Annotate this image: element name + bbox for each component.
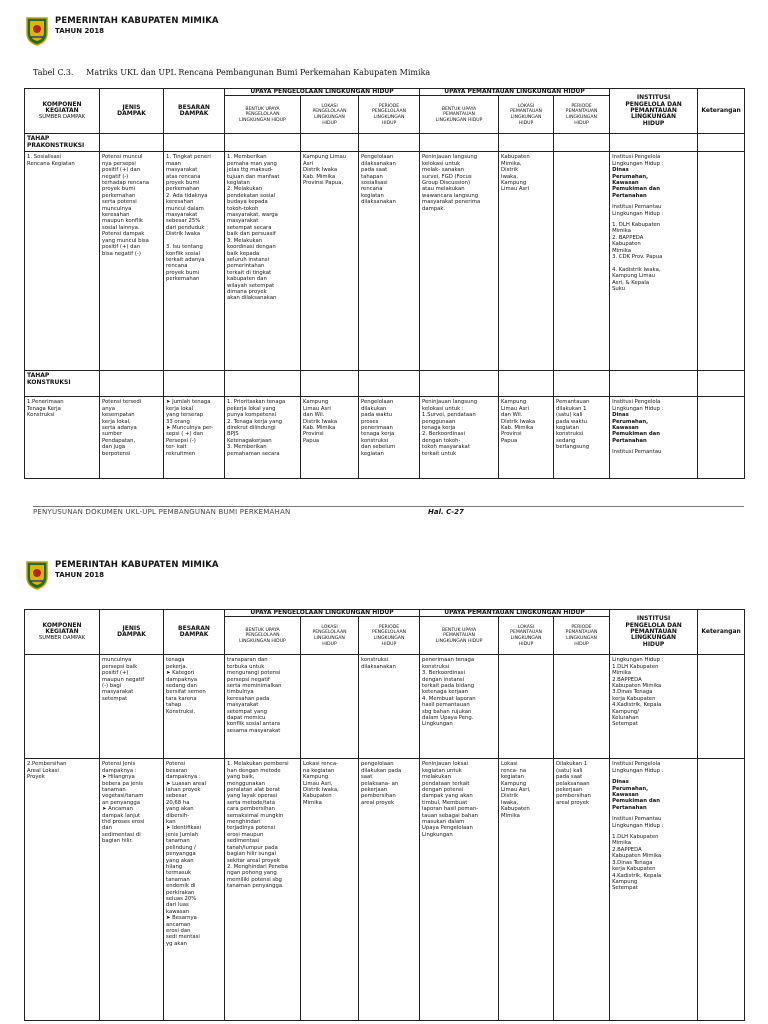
header-year: TAHUN 2018 (55, 571, 104, 579)
jenis-cell: munculnya persepsi baik positif (+) maupun negatif (-) bagi masyarakat setempat (100, 655, 164, 759)
header-upl-periode: PERIODE PEMANTAUAN LINGKUNGAN HIDUP (554, 617, 610, 655)
keterangan-cell (698, 152, 745, 371)
upl-lokasi-cell: Kampung Limau Asri dan Wil. Distrik Iwaka Kab. Mimika Provinsi Papua (499, 397, 554, 479)
header-title: PEMERINTAH KABUPATEN MIMIKA (55, 16, 219, 26)
header-ukl-bentuk: BENTUK UPAYA PENGELOLAAN LINGKUNGAN HIDUP (225, 617, 301, 655)
header-besaran-dampak: BESARAN DAMPAK (164, 610, 225, 655)
header-ukl-lokasi: LOKASI PENGELOLAAN LINGKUNGAN HIDUP (301, 96, 359, 134)
komponen-cell: 1. Sosialisasi Rencana Kegiatan (25, 152, 100, 371)
ukl-bentuk-cell: 1. Melakukan pembersi han dengan metode yang baik, menggunakan peralatan alat berat yang layak operasi serta metode/tata cara pembersihan semaksimal mungkin menghindari terjadinya potensi erosi maupun sedimentasi tanah/lumpur pada bagian hilir sungai sekitar areal proyek 2. Menghindari Peneba ngan pohong yang memiliki potensi sbg tanaman penyangga. (225, 759, 301, 1021)
header-upl-bentuk: BENTUK UPAYA PEMANTAUAN LINGKUNGAN HIDUP (420, 617, 499, 655)
institusi-cell: Institusi Pengelola Lingkungan Hidup : Dinas Perumahan, Kawasan Pemukiman dan Pertanahan Institusi Pemantau Lingkungan Hidup : 1. DLH Kabupaten Mimika 2. BAPPEDA Kabupaten Mimika 3. CDK Prov. Papua 4. Kadistrik Iwaka, Kampung Limau Asri, & Kepala Suku (610, 152, 698, 371)
institusi-cell: Institusi Pengelola Lingkungan Hidup : Dinas Perumahan, Kawasan Pemukiman dan Pertanahan Institusi Pemantau Lingkungan Hidup : 1.DLH Kabupaten Mimika 2.BAPPEDA Kabupaten Mimika 3.Dinas Tenaga kerja Kabupaten 4.Kadistrik, Kepala Kampung Setempat (610, 759, 698, 1021)
header-keterangan: Keterangan (698, 610, 745, 655)
header-komponen: KOMPONEN KEGIATAN SUMBER DAMPAK (25, 610, 100, 655)
footer-divider (33, 506, 744, 507)
header-ukl: UPAYA PENGELOLAAN LINGKUNGAN HIDUP (225, 610, 420, 617)
ukl-periode-cell: konstruksi dilaksanakan (359, 655, 420, 759)
header-ukl-bentuk: BENTUK UPAYA PENGELOLAAN LINGKUNGAN HIDUP (225, 96, 301, 134)
jenis-cell: Potensi Jenis dampaknya : ➤ Hilangnya bebera pa jenis tanaman vegetasi/tanam an penyangga ➤ Ancaman dampak lanjut thd proses erosi dan sedimentasi di bagian hilir. (100, 759, 164, 1021)
ukl-bentuk-cell: 1. Prioritaskan tenaga pekerja lokal yang punya kompetensi 2. Tenaga kerja yang direkrut dilindungi BPJS Ketenagakerjaan 3. Memberikan pemahaman secara (225, 397, 301, 479)
header-keterangan: Keterangan (698, 89, 745, 134)
header-ukl-lokasi: LOKASI PENGELOLAAN LINGKUNGAN HIDUP (301, 617, 359, 655)
komponen-cell: 2.Pembersihan Areal Lokasi Proyek (25, 759, 100, 1021)
header-ukl: UPAYA PENGELOLAAN LINGKUNGAN HIDUP (225, 89, 420, 96)
ukl-lokasi-cell: Lokasi renca- na kegiatan Kampung Limau Asri, Distrik Iwaka, Kabupaten Mimika (301, 759, 359, 1021)
upl-bentuk-cell: Peninjauan langsung kelokasi untuk : 1.Survei, pendataan penggunaan tenaga kerja 2. Berkoordinasi dengan tokoh- tokoh masyarakat terkait untuk (420, 397, 499, 479)
upl-periode-cell: Pemantauan dilakukan 1 (satu) kali pada waktu kegiatan konstruksi sedang berlangsung (554, 397, 610, 479)
upl-periode-cell: Dilakukan 1 (satu) kali pada saat pelaksanaan pekerjaan pembersihan areal proyek (554, 759, 610, 1021)
page-header (25, 560, 219, 590)
besaran-cell: 1. Tingkat peneri maan masyarakat atas rencana proyek bumi perkemahan 2. Ada tidaknya keresahan muncul dalam masyarakat sebesar 25% dari penduduk Distrik Iwaka 3. Isu tentang konflik sosial terkait adanya rencana proyek bumi perkemahan (164, 152, 225, 371)
ukl-periode-cell: pengelolaan dilakukan pada saat pelaksana- an pekerjaan pembersihan areal proyek (359, 759, 420, 1021)
keterangan-cell (698, 655, 745, 759)
ukl-bentuk-cell: transparan dan terbuka untuk mengurangi potensi persepsi negatif serta meminimalkan timbulnya keresahan pada masyarakat setempat yang dapat memicu konflik sosial antara sesama masyarakat (225, 655, 301, 759)
header-upl: UPAYA PEMANTAUAN LINGKUNGAN HIDUP (420, 610, 610, 617)
keterangan-cell (698, 759, 745, 1021)
page-header (25, 16, 219, 46)
upl-lokasi-cell: Kabupaten Mimika, Distrik Iwaka, Kampung Limau Asri (499, 152, 554, 371)
header-upl-lokasi: LOKASI PEMANTAUAN LINGKUNGAN HIDUP (499, 617, 554, 655)
header-jenis-dampak: JENIS DAMPAK (100, 610, 164, 655)
table-row (25, 397, 745, 479)
besaran-cell: Potensi besaran dampaknya : ➤ Luasan areal lahan proyek sebesar 20,68 ha yang akan dibersih- kan ➤ Identifikasi jenis Jumlah tanaman pelindung / penyangga yang akan hilang termasuk tanaman endemik di perkirakan seluas 20% dari luas kawasan ➤ Besarnya ancaman erosi dan sedi mentasi yg akan (164, 759, 225, 1021)
ukl-upl-matrix-table-continued (24, 609, 745, 1021)
header-jenis-dampak: JENIS DAMPAK (100, 89, 164, 134)
header-upl: UPAYA PEMANTAUAN LINGKUNGAN HIDUP (420, 89, 610, 96)
stage-label: TAHAP PRAKONSTRUKSI (25, 134, 100, 152)
institusi-cell: Lingkungan Hidup : 1.DLH Kabupaten Mimika 2.BAPPEDA Kabupaten Mimika 3.Dinas Tenaga kerja Kabupaten 4.Kadistrik, Kepala Kampung/ Kelurahan Setempat (610, 655, 698, 759)
ukl-periode-cell: Pengelolaan dilaksanakan pada saat tahapan sosialisasi rencana kegiatan dilaksanakan (359, 152, 420, 371)
besaran-cell: ➤ Jumlah tenaga kerja lokal yang terserap 33 orang ➤ Munculnya per- sepsi ( +) dan Persepsi (-) ter- kait rekruitmen (164, 397, 225, 479)
table-caption: Tabel C.3. Matriks UKL dan UPL Rencana Pembangunan Bumi Perkemahan Kabupaten Mimika (33, 68, 431, 77)
header-besaran-dampak: BESARAN DAMPAK (164, 89, 225, 134)
upl-lokasi-cell (499, 655, 554, 759)
jenis-cell: Potensi tersedi anya kesempatan kerja lokal, serta adanya sumber Pendapatan, dan juga berpotensi (100, 397, 164, 479)
page-number: Hal. C-27 (428, 508, 464, 516)
komponen-cell (25, 655, 100, 759)
header-upl-bentuk: BENTUK UPAYA PEMANTAUAN LINGKUNGAN HIDUP (420, 96, 499, 134)
mimika-regency-emblem-icon (25, 16, 49, 46)
upl-bentuk-cell: Peninjauan langsung kelokasi untuk melak- sanakan survei, FGD (Focus Group Discussion) atau melakukan wawancara langsung masyarakat penerima dampak. (420, 152, 499, 371)
footer-text: PENYUSUNAN DOKUMEN UKL-UPL PEMBANGUNAN BUMI PERKEMAHAN (33, 508, 291, 516)
header-komponen: KOMPONEN KEGIATAN SUMBER DAMPAK (25, 89, 100, 134)
header-upl-periode: PERIODE PEMANTAUAN LINGKUNGAN HIDUP (554, 96, 610, 134)
header-ukl-periode: PERIODE PENGELOLAAN LINGKUNGAN HIDUP (359, 617, 420, 655)
stage-row-konstruksi (25, 371, 745, 397)
upl-lokasi-cell: Lokasi renca- na kegiatan Kampung Limau Asri, Distrik Iwaka, Kabupaten Mimika (499, 759, 554, 1021)
upl-bentuk-cell: Peninjauan loksai kegiatan untuk melakukan pendataan terkait dengan potensi dampak yang akan timbul, Membuat laporan hasil peman- tauan sebagai bahan masukan dalam Upaya Pengelolaan Lingkungan (420, 759, 499, 1021)
keterangan-cell (698, 397, 745, 479)
ukl-bentuk-cell: 1. Memberikan pemaha man yang jelas ttg maksud- tujuan dan manfaat kegiatan 2. Melakukan pendekatan sosial budaya kepada tokoh-tokoh masyarakat, warga masyarakat setempat secara baik dan persuasif 3. Melakukan koordinasi dengan baik kepada seluruh instansi pemerintahan terkait di tingkat kabupaten dan wilayah setempat dimana proyek akan dilaksanakan (225, 152, 301, 371)
upl-bentuk-cell: penerimaan tenaga konstruksi 3. Berkoordinasi dengan instansi terkait pada bidang ketenaga kerjaan 4. Membuat laporan hasil pemantauan sbg bahan rujukan dalam Upaya Peng. Lingkungan (420, 655, 499, 759)
header-year: TAHUN 2018 (55, 27, 104, 35)
table-row-continued (25, 655, 745, 759)
stage-label: TAHAP KONSTRUKSI (25, 371, 100, 397)
ukl-lokasi-cell (301, 655, 359, 759)
ukl-lokasi-cell: Kampung Limau Asri Distrik Iwaka Kab. Mimika Provinsi Papua, (301, 152, 359, 371)
ukl-lokasi-cell: Kampung Limau Asri dan Wil. Distrik Iwaka Kab. Mimika Provinsi Papua (301, 397, 359, 479)
upl-periode-cell (554, 152, 610, 371)
ukl-periode-cell: Pengelolaan dilakukan pada waktu proses penerimaan tenaga kerja konstruksi dan sebelum kegiatan (359, 397, 420, 479)
header-institusi: INSTITUSI PENGELOLA DAN PEMANTAUAN LINGKUNGAN HIDUP (610, 89, 698, 134)
komponen-cell: 1.Penerimaan Tenaga Kerja Konstruksi (25, 397, 100, 479)
stage-row-prakonstruksi (25, 134, 745, 152)
upl-periode-cell (554, 655, 610, 759)
header-institusi: INSTITUSI PENGELOLA DAN PEMANTAUAN LINGKUNGAN HIDUP (610, 610, 698, 655)
table-row (25, 152, 745, 371)
header-title: PEMERINTAH KABUPATEN MIMIKA (55, 560, 219, 570)
ukl-upl-matrix-table (24, 88, 745, 479)
besaran-cell: tenaga pekerja. ➤ Kategori dampaknya sedang dan bersifat semen tara karena tahap Konstruksi. (164, 655, 225, 759)
table-row (25, 759, 745, 1021)
jenis-cell: Potensi muncul nya persepsi positif (+) dan negatif (-) terhadap rencana proyek bumi perkemahan serta potensi munculnya keresahan maupun konflik sosial lainnya. Potensi dampak yang muncul bisa positif (+) dan bisa negatif (-) (100, 152, 164, 371)
header-upl-lokasi: LOKASI PEMANTAUAN LINGKUNGAN HIDUP (499, 96, 554, 134)
institusi-cell: Institusi Pengelola Lingkungan Hidup : Dinas Perumahan, Kawasan Pemukiman dan Pertanahan Institusi Pemantau (610, 397, 698, 479)
mimika-regency-emblem-icon (25, 560, 49, 590)
header-ukl-periode: PERIODE PENGELOLAAN LINGKUNGAN HIDUP (359, 96, 420, 134)
